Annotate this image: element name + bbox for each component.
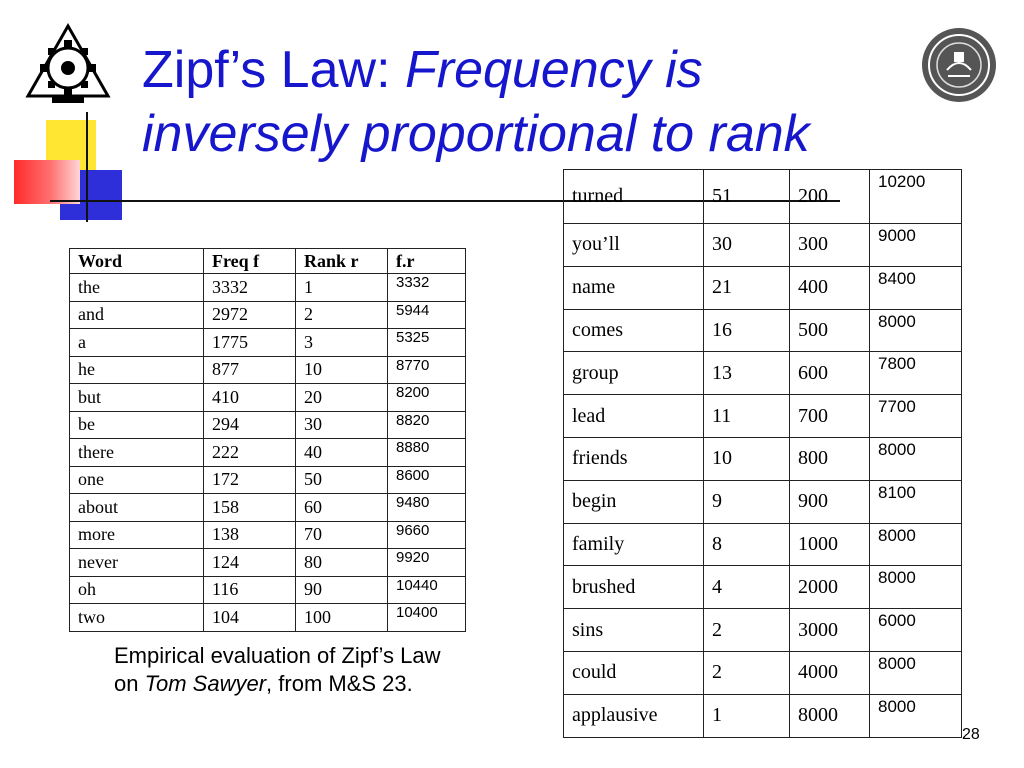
table-row xyxy=(564,224,962,267)
table-row xyxy=(564,395,962,438)
freq-cell: 1775 xyxy=(204,329,296,357)
word-cell: lead xyxy=(564,395,704,438)
product-cell: 8000 xyxy=(870,651,962,694)
product-cell: 9920 xyxy=(388,549,466,577)
freq-cell: 8 xyxy=(704,523,790,566)
freq-cell: 30 xyxy=(704,224,790,267)
word-cell: applausive xyxy=(564,694,704,737)
table-row xyxy=(70,604,466,632)
rank-cell: 40 xyxy=(296,439,388,467)
rank-cell: 500 xyxy=(790,309,870,352)
table-row xyxy=(70,329,466,357)
table-row xyxy=(70,411,466,439)
product-cell: 8820 xyxy=(388,411,466,439)
rank-cell: 90 xyxy=(296,576,388,604)
word-cell: be xyxy=(70,411,204,439)
header-rank: Rank r xyxy=(296,249,388,274)
word-cell: oh xyxy=(70,576,204,604)
table-row xyxy=(70,384,466,412)
table-row xyxy=(564,170,962,224)
freq-cell: 294 xyxy=(204,411,296,439)
rank-cell: 3000 xyxy=(790,609,870,652)
product-cell: 5325 xyxy=(388,329,466,357)
word-cell: there xyxy=(70,439,204,467)
rank-cell: 1 xyxy=(296,274,388,302)
rank-cell: 400 xyxy=(790,266,870,309)
rank-cell: 10 xyxy=(296,356,388,384)
table-row xyxy=(564,352,962,395)
freq-cell: 116 xyxy=(204,576,296,604)
word-cell: friends xyxy=(564,437,704,480)
word-cell: family xyxy=(564,523,704,566)
word-cell: and xyxy=(70,301,204,329)
word-cell: name xyxy=(564,266,704,309)
rank-cell: 900 xyxy=(790,480,870,523)
table-row xyxy=(564,309,962,352)
rank-cell: 20 xyxy=(296,384,388,412)
freq-cell: 172 xyxy=(204,466,296,494)
freq-cell: 138 xyxy=(204,521,296,549)
word-cell: more xyxy=(70,521,204,549)
rank-cell: 80 xyxy=(296,549,388,577)
title-main: Zipf’s Law: xyxy=(142,41,405,99)
word-cell: he xyxy=(70,356,204,384)
rank-cell: 3 xyxy=(296,329,388,357)
product-cell: 8200 xyxy=(388,384,466,412)
freq-cell: 877 xyxy=(204,356,296,384)
table-row xyxy=(70,521,466,549)
page-number: 28 xyxy=(962,726,980,743)
header-fr: f.r xyxy=(388,249,466,274)
product-cell: 7700 xyxy=(870,395,962,438)
decor-red-gradient xyxy=(14,160,80,204)
table-row xyxy=(564,480,962,523)
word-cell: about xyxy=(70,494,204,522)
freq-cell: 104 xyxy=(204,604,296,632)
rank-cell: 2000 xyxy=(790,566,870,609)
title-italic: Frequency is inversely proportional to rank xyxy=(142,41,810,163)
university-seal-logo xyxy=(920,26,998,104)
product-cell: 6000 xyxy=(870,609,962,652)
word-cell: never xyxy=(70,549,204,577)
table-row xyxy=(70,356,466,384)
rank-cell: 30 xyxy=(296,411,388,439)
product-cell: 8100 xyxy=(870,480,962,523)
decor-vertical-line xyxy=(86,112,88,222)
freq-cell: 21 xyxy=(704,266,790,309)
word-cell: group xyxy=(564,352,704,395)
rank-cell: 70 xyxy=(296,521,388,549)
caption-book-title: Tom Sawyer xyxy=(144,671,267,696)
table-row xyxy=(70,466,466,494)
table-row xyxy=(564,651,962,694)
product-cell: 9480 xyxy=(388,494,466,522)
rank-cell: 8000 xyxy=(790,694,870,737)
table-row xyxy=(564,694,962,737)
freq-cell: 2 xyxy=(704,609,790,652)
rank-cell: 300 xyxy=(790,224,870,267)
table-row xyxy=(70,274,466,302)
word-cell: could xyxy=(564,651,704,694)
table-header-row xyxy=(70,249,466,274)
rank-cell: 100 xyxy=(296,604,388,632)
caption-line2-prefix: on xyxy=(114,671,145,696)
product-cell: 9000 xyxy=(870,224,962,267)
caption-line2 xyxy=(114,670,440,698)
word-cell: begin xyxy=(564,480,704,523)
freq-cell: 410 xyxy=(204,384,296,412)
table-row xyxy=(564,266,962,309)
freq-cell: 51 xyxy=(704,170,790,224)
word-cell: turned xyxy=(564,170,704,224)
table-row xyxy=(70,301,466,329)
rank-cell: 200 xyxy=(790,170,870,224)
freq-cell: 124 xyxy=(204,549,296,577)
rank-cell: 60 xyxy=(296,494,388,522)
table-row xyxy=(70,549,466,577)
freq-cell: 2972 xyxy=(204,301,296,329)
rank-cell: 1000 xyxy=(790,523,870,566)
caption-line2-suffix: , from M&S 23. xyxy=(266,671,413,696)
product-cell: 8880 xyxy=(388,439,466,467)
slide-title xyxy=(142,38,902,166)
word-cell: brushed xyxy=(564,566,704,609)
caption-line1: Empirical evaluation of Zipf’s Law xyxy=(114,643,441,668)
rank-cell: 600 xyxy=(790,352,870,395)
product-cell: 8000 xyxy=(870,437,962,480)
table-row xyxy=(70,494,466,522)
product-cell: 10400 xyxy=(388,604,466,632)
word-cell: two xyxy=(70,604,204,632)
rank-cell: 700 xyxy=(790,395,870,438)
freq-cell: 10 xyxy=(704,437,790,480)
product-cell: 8000 xyxy=(870,566,962,609)
freq-cell: 16 xyxy=(704,309,790,352)
product-cell: 5944 xyxy=(388,301,466,329)
table-row xyxy=(70,576,466,604)
header-word: Word xyxy=(70,249,204,274)
freq-cell: 158 xyxy=(204,494,296,522)
freq-cell: 3332 xyxy=(204,274,296,302)
gear-emblem-logo xyxy=(22,22,114,104)
table-row xyxy=(564,566,962,609)
table-row xyxy=(564,437,962,480)
table-row xyxy=(564,609,962,652)
word-cell: sins xyxy=(564,609,704,652)
product-cell: 8000 xyxy=(870,523,962,566)
word-cell: comes xyxy=(564,309,704,352)
product-cell: 3332 xyxy=(388,274,466,302)
freq-cell: 9 xyxy=(704,480,790,523)
freq-cell: 4 xyxy=(704,566,790,609)
rank-cell: 4000 xyxy=(790,651,870,694)
freq-cell: 1 xyxy=(704,694,790,737)
product-cell: 8770 xyxy=(388,356,466,384)
product-cell: 10440 xyxy=(388,576,466,604)
table-row xyxy=(564,523,962,566)
rank-cell: 2 xyxy=(296,301,388,329)
table-row xyxy=(70,439,466,467)
word-cell: the xyxy=(70,274,204,302)
freq-cell: 222 xyxy=(204,439,296,467)
product-cell: 9660 xyxy=(388,521,466,549)
freq-cell: 2 xyxy=(704,651,790,694)
word-cell: but xyxy=(70,384,204,412)
product-cell: 10200 xyxy=(870,170,962,224)
freq-cell: 11 xyxy=(704,395,790,438)
rank-cell: 50 xyxy=(296,466,388,494)
word-cell: one xyxy=(70,466,204,494)
word-cell: a xyxy=(70,329,204,357)
rank-cell: 800 xyxy=(790,437,870,480)
left-frequency-table xyxy=(69,248,466,632)
right-frequency-table xyxy=(563,169,962,738)
table-caption xyxy=(114,642,440,698)
product-cell: 8400 xyxy=(870,266,962,309)
product-cell: 8000 xyxy=(870,694,962,737)
word-cell: you’ll xyxy=(564,224,704,267)
product-cell: 8600 xyxy=(388,466,466,494)
product-cell: 8000 xyxy=(870,309,962,352)
header-freq: Freq f xyxy=(204,249,296,274)
freq-cell: 13 xyxy=(704,352,790,395)
product-cell: 7800 xyxy=(870,352,962,395)
